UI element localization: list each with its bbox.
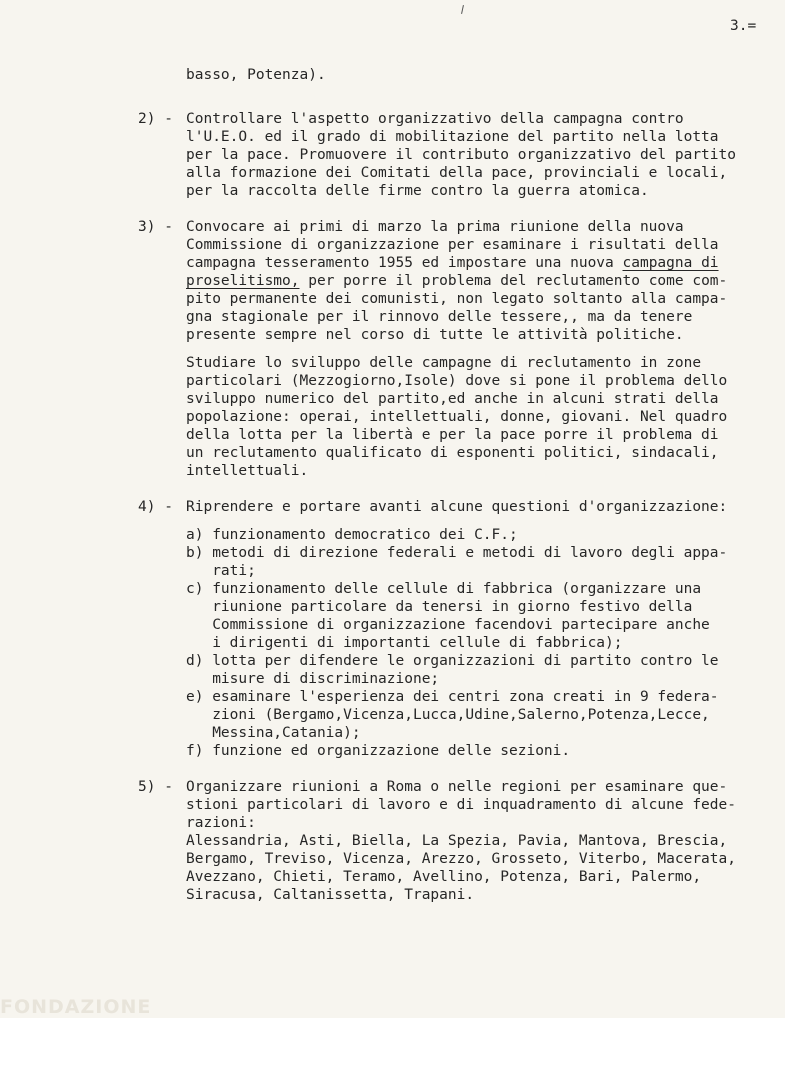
item-3-line: Convocare ai primi di marzo la prima riunione della nuova (186, 219, 684, 235)
item-4-subitem: b) metodi di direzione federali e metodi di lavoro degli appa- (186, 545, 728, 561)
item-3-paragraph-line: un reclutamento qualificato di esponenti politici, sindacali, (186, 445, 719, 461)
item-4-subitem: Messina,Catania); (186, 725, 361, 741)
item-3-line: pito permanente dei comunisti, non legato soltanto alla campa- (186, 291, 728, 307)
item-4-subitem: i dirigenti di importanti cellule di fabbrica); (186, 635, 623, 651)
underlined-phrase: campagna di (622, 255, 719, 271)
item-3-line (186, 254, 719, 272)
item-number: 4) - (138, 499, 173, 515)
item-4-subitem: rati; (186, 563, 256, 579)
page-number: 3.= (730, 18, 757, 34)
item-5-line: Alessandria, Asti, Biella, La Spezia, Pavia, Mantova, Brescia, (186, 833, 728, 849)
intro-line: basso, Potenza). (186, 67, 326, 83)
item-4-subitem: f) funzione ed organizzazione delle sezioni. (186, 743, 571, 759)
item-3-line: gna stagionale per il rinnovo delle tessere,, ma da tenere (186, 309, 693, 325)
item-3-paragraph-line: intellettuali. (186, 463, 309, 479)
item-3-paragraph-line: Studiare lo sviluppo delle campagne di reclutamento in zone (186, 355, 702, 371)
archive-watermark: FONDAZIONE (0, 996, 152, 1018)
item-3-text: per porre il problema del reclutamento come com- (308, 273, 728, 289)
item-5-line: Avezzano, Chieti, Teramo, Avellino, Potenza, Bari, Palermo, (186, 869, 702, 885)
item-2-line: alla formazione dei Comitati della pace, provinciali e locali, (186, 165, 728, 181)
item-4-subitem: riunione particolare da tenersi in giorno festivo della (186, 599, 693, 615)
pen-mark (461, 5, 464, 14)
item-5-line: stioni particolari di lavoro e di inquadramento di alcune fede- (186, 797, 736, 813)
item-number: 3) - (138, 219, 173, 235)
item-4-subitem: c) funzionamento delle cellule di fabbrica (organizzare una (186, 581, 702, 597)
item-3-line (186, 272, 727, 290)
item-4-subitem: a) funzionamento democratico dei C.F.; (186, 527, 518, 543)
item-4-subitem: e) esaminare l'esperienza dei centri zona creati in 9 federa- (186, 689, 719, 705)
item-2-line: l'U.E.O. ed il grado di mobilitazione del partito nella lotta (186, 129, 719, 145)
item-2-line: per la pace. Promuovere il contributo organizzativo del partito (186, 147, 736, 163)
item-2-line: Controllare l'aspetto organizzativo della campagna contro (186, 111, 684, 127)
item-5-line: Siracusa, Caltanissetta, Trapani. (186, 887, 475, 903)
scan-margin (0, 1018, 785, 1080)
item-5-line: Bergamo, Treviso, Vicenza, Arezzo, Grosseto, Viterbo, Macerata, (186, 851, 736, 867)
item-3-line: Commissione di organizzazione per esaminare i risultati della (186, 237, 719, 253)
item-2-line: per la raccolta delle firme contro la guerra atomica. (186, 183, 649, 199)
item-number: 5) - (138, 779, 173, 795)
item-4-line: Riprendere e portare avanti alcune questioni d'organizzazione: (186, 499, 728, 515)
underlined-phrase: proselitismo, (186, 273, 300, 289)
item-4-subitem: misure di discriminazione; (186, 671, 440, 687)
item-5-line: Organizzare riunioni a Roma o nelle regioni per esaminare que- (186, 779, 728, 795)
item-4-subitem: d) lotta per difendere le organizzazioni di partito contro le (186, 653, 719, 669)
item-5-line: razioni: (186, 815, 256, 831)
item-3-text: campagna tesseramento 1955 ed impostare una nuova (186, 255, 614, 271)
item-3-paragraph-line: particolari (Mezzogiorno,Isole) dove si pone il problema dello (186, 373, 728, 389)
item-number: 2) - (138, 111, 173, 127)
item-4-subitem: zioni (Bergamo,Vicenza,Lucca,Udine,Salerno,Potenza,Lecce, (186, 707, 710, 723)
item-3-paragraph-line: sviluppo numerico del partito,ed anche in alcuni strati della (186, 391, 719, 407)
item-3-paragraph-line: della lotta per la libertà e per la pace porre il problema di (186, 427, 719, 443)
item-4-subitem: Commissione di organizzazione facendovi partecipare anche (186, 617, 710, 633)
item-3-line: presente sempre nel corso di tutte le attività politiche. (186, 327, 684, 343)
item-3-paragraph-line: popolazione: operai, intellettuali, donne, giovani. Nel quadro (186, 409, 728, 425)
